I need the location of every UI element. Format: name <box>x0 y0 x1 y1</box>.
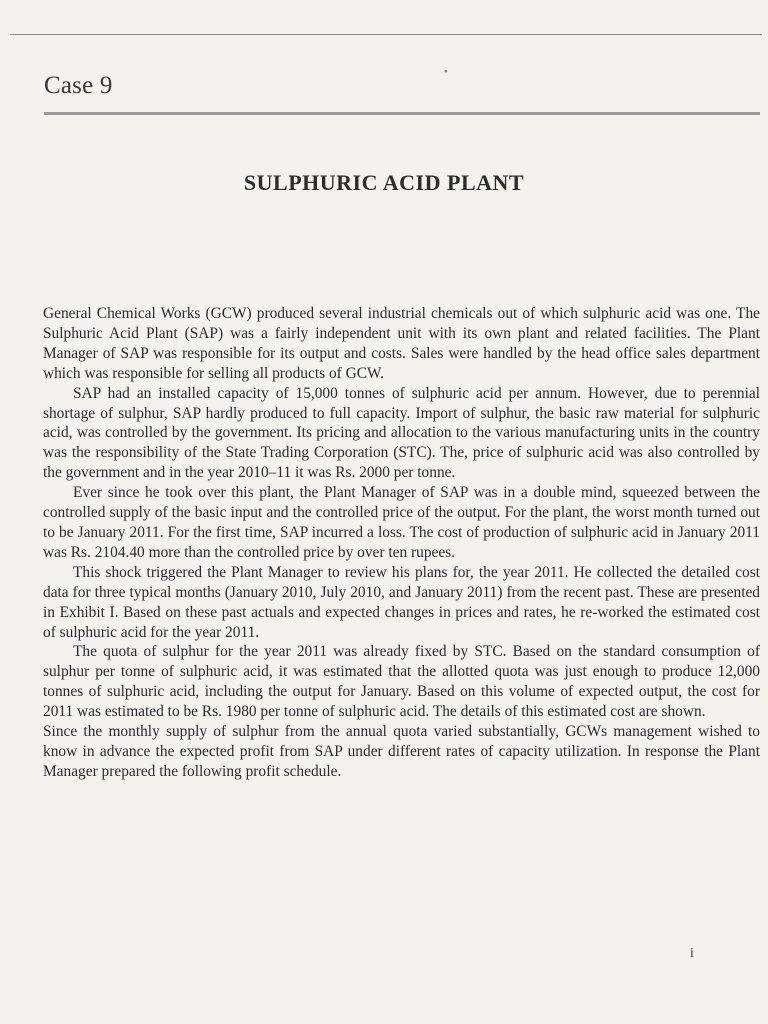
paragraph-1: General Chemical Works (GCW) produced several industrial chemicals out of which sulphuric acid was one. The Sulphuric Acid Plant (SAP) was a fairly independent unit with its own plant and related facilities. The Plant Manager of SAP was responsible for its output and costs. Sales were handled by the head office sales department which was responsible for selling all products of GCW. <box>43 305 760 382</box>
case-label: Case 9 <box>44 72 113 99</box>
scan-mark: • <box>444 66 448 78</box>
paragraph-3: Ever since he took over this plant, the Plant Manager of SAP was in a double mind, squeezed between the controlled supply of the basic input and the controlled price of the output. For the plant, the worst month turned out to be January 2011. For the first time, SAP incurred a loss. The cost of production of sulphuric acid in January 2011 was Rs. 2104.40 more than the controlled price by over ten rupees. <box>43 484 760 561</box>
paragraph-5: The quota of sulphur for the year 2011 was already fixed by STC. Based on the standard consumption of sulphur per tonne of sulphuric acid, it was estimated that the allotted quota was just enough to produce 12,000 tonnes of sulphuric acid, including the output for January. Based on this volume of expected output, the cost for 2011 was estimated to be Rs. 1980 per tonne of sulphuric acid. The details of this estimated cost are shown. <box>43 643 760 721</box>
page-mark: i <box>690 946 694 961</box>
paragraph-6: Since the monthly supply of sulphur from the annual quota varied substantially, GCWs management wished to know in advance the expected profit from SAP under different rates of capacity utilization. In response the Plant Manager prepared the following profit schedule. <box>43 723 760 780</box>
case-rule <box>44 112 760 115</box>
body-text <box>43 304 760 782</box>
paragraph-2: SAP had an installed capacity of 15,000 tonnes of sulphuric acid per annum. However, due to perennial shortage of sulphur, SAP hardly produced to full capacity. Import of sulphur, the basic raw material for sulphuric acid, was controlled by the government. Its pricing and allocation to the various manufacturing units in the country was the responsibility of the State Trading Corporation (STC). The, price of sulphuric acid was also controlled by the government and in the year 2010–11 it was Rs. 2000 per tonne. <box>43 384 760 482</box>
paragraph-4: This shock triggered the Plant Manager to review his plans for, the year 2011. He collected the detailed cost data for three typical months (January 2010, July 2010, and January 2011) from the recent past. These are presented in Exhibit I. Based on these past actuals and expected changes in prices and rates, he re-worked the estimated cost of sulphuric acid for the year 2011. <box>43 563 760 641</box>
page-title: SULPHURIC ACID PLANT <box>243 170 525 195</box>
top-rule <box>10 34 762 35</box>
